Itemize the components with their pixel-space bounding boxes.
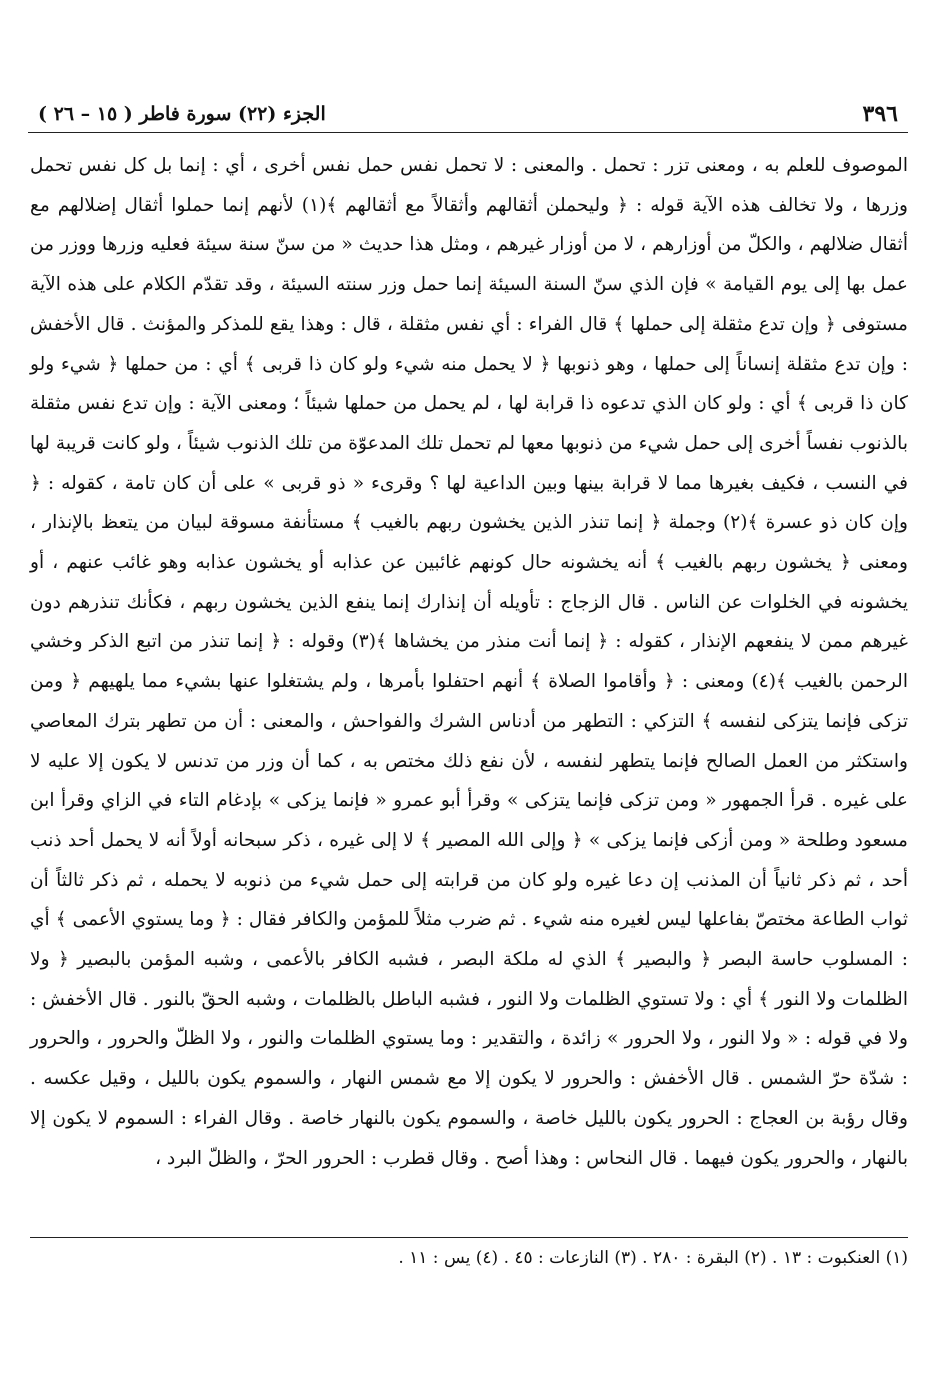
running-title: الجزء (٢٢) سورة فاطر ( ١٥ – ٢٦ ) bbox=[38, 103, 326, 125]
main-text bbox=[30, 146, 908, 1178]
paragraph: الموصوف للعلم به ، ومعنى تزر : تحمل . والمعنى : لا تحمل نفس حمل نفس أخرى ، أي : إنما بل كل نفس تحمل وزرها ، ولا تخالف هذه الآية قوله : ﴿ وليحملن أثقالهم وأثقالاً مع أثقالهم ﴾(١) لأنهم إنما حملوا أثقال إضلالهم مع أثقال ضلالهم ، والكلّ من أوزارهم ، لا من أوزار غيرهم ، ومثل هذا حديث « من سنّ سنة سيئة فعليه وزرها ووزر من عمل بها إلى يوم القيامة » فإن الذي سنّ السنة السيئة إنما حمل وزر سنته السيئة ، وقد تقدّم الكلام على هذه الآية مستوفى ﴿ وإن تدع مثقلة إلى حملها ﴾ قال الفراء : أي نفس مثقلة ، قال : وهذا يقع للمذكر والمؤنث . قال الأخفش : وإن تدع مثقلة إنساناً إلى حملها ، وهو ذنوبها ﴿ لا يحمل منه شيء ولو كان ذا قربى ﴾ أي : من حملها ﴿ شيء ولو كان ذا قربى ﴾ أي : ولو كان الذي تدعوه ذا قرابة لها ، لم يحمل من حملها شيئاً ؛ ومعنى الآية : وإن تدع نفس مثقلة بالذنوب نفساً أخرى إلى حمل شيء من ذنوبها معها لم تحمل تلك المدعوّة من تلك الذنوب شيئاً ، ولو كانت قريبة لها في النسب ، فكيف بغيرها مما لا قرابة بينها وبين الداعية لها ؟ وقرىء « ذو قربى » على أن كان تامة ، كقوله : ﴿ وإن كان ذو عسرة ﴾(٢) وجملة ﴿ إنما تنذر الذين يخشون ربهم بالغيب ﴾ مستأنفة مسوقة لبيان من يتعظ بالإنذار ، ومعنى ﴿ يخشون ربهم بالغيب ﴾ أنه يخشونه حال كونهم غائبين عن عذابه أو يخشون عذابه وهو غائب عنهم ، أو يخشونه في الخلوات عن الناس . قال الزجاج : تأويله أن إنذارك إنما ينفع الذين يخشون ربهم ، فكأنك تنذرهم دون غيرهم ممن لا ينفعهم الإنذار ، كقوله : ﴿ إنما أنت منذر من يخشاها ﴾(٣) وقوله : ﴿ إنما تنذر من اتبع الذكر وخشي الرحمن بالغيب ﴾(٤) ومعنى : ﴿ وأقاموا الصلاة ﴾ أنهم احتفلوا بأمرها ، ولم يشتغلوا عنها بشيء مما يلهيهم ﴿ ومن تزكى فإنما يتزكى لنفسه ﴾ التزكي : التطهر من أدناس الشرك والفواحش ، والمعنى : أن من تطهر بترك المعاصي واستكثر من العمل الصالح فإنما يتطهر لنفسه ، لأن نفع ذلك مختص به ، كما أن وزر من تدنس لا يكون إلا عليه لا على غيره . قرأ الجمهور « ومن تزكى فإنما يتزكى » وقرأ أبو عمرو « فإنما يزكى » بإدغام التاء في الزاي وقرأ ابن مسعود وطلحة « ومن أزكى فإنما يزكى » ﴿ وإلى الله المصير ﴾ لا إلى غيره ، ذكر سبحانه أولاً أنه لا يحمل أحد ذنب أحد ، ثم ذكر ثانياً أن المذنب إن دعا غيره ولو كان من قرابته إلى حمل شيء من ذنوبه لا يحمله ، ثم ذكر ثالثاً أن ثواب الطاعة مختصّ بفاعلها ليس لغيره منه شيء . ثم ضرب مثلاً للمؤمن والكافر فقال : ﴿ وما يستوي الأعمى ﴾ أي : المسلوب حاسة البصر ﴿ والبصير ﴾ الذي له ملكة البصر ، فشبه الكافر بالأعمى ، وشبه المؤمن بالبصير ﴿ ولا الظلمات ولا النور ﴾ أي : ولا تستوي الظلمات ولا النور ، فشبه الباطل بالظلمات ، وشبه الحقّ بالنور . قال الأخفش : ولا في قوله : « ولا النور ، ولا الحرور » زائدة ، والتقدير : وما يستوي الظلمات والنور ، ولا الظلّ والحرور ، والحرور : شدّة حرّ الشمس . قال الأخفش : والحرور لا يكون إلا مع شمس النهار ، والسموم يكون بالليل ، وقيل عكسه . وقال رؤبة بن العجاج : الحرور يكون بالليل خاصة ، والسموم يكون بالنهار خاصة . وقال الفراء : السموم لا يكون إلا بالنهار ، والحرور يكون فيهما . قال النحاس : وهذا أصح . وقال قطرب : الحرور الحرّ ، والظلّ البرد ، bbox=[30, 155, 909, 1169]
page-number: ٣٩٦ bbox=[862, 101, 898, 127]
footnotes: (١) العنكبوت : ١٣ . (٢) البقرة : ٢٨٠ . (٣) النازعات : ٤٥ . (٤) يس : ١١ . bbox=[398, 1248, 908, 1268]
running-header bbox=[28, 96, 908, 133]
footnote-divider bbox=[30, 1237, 908, 1238]
